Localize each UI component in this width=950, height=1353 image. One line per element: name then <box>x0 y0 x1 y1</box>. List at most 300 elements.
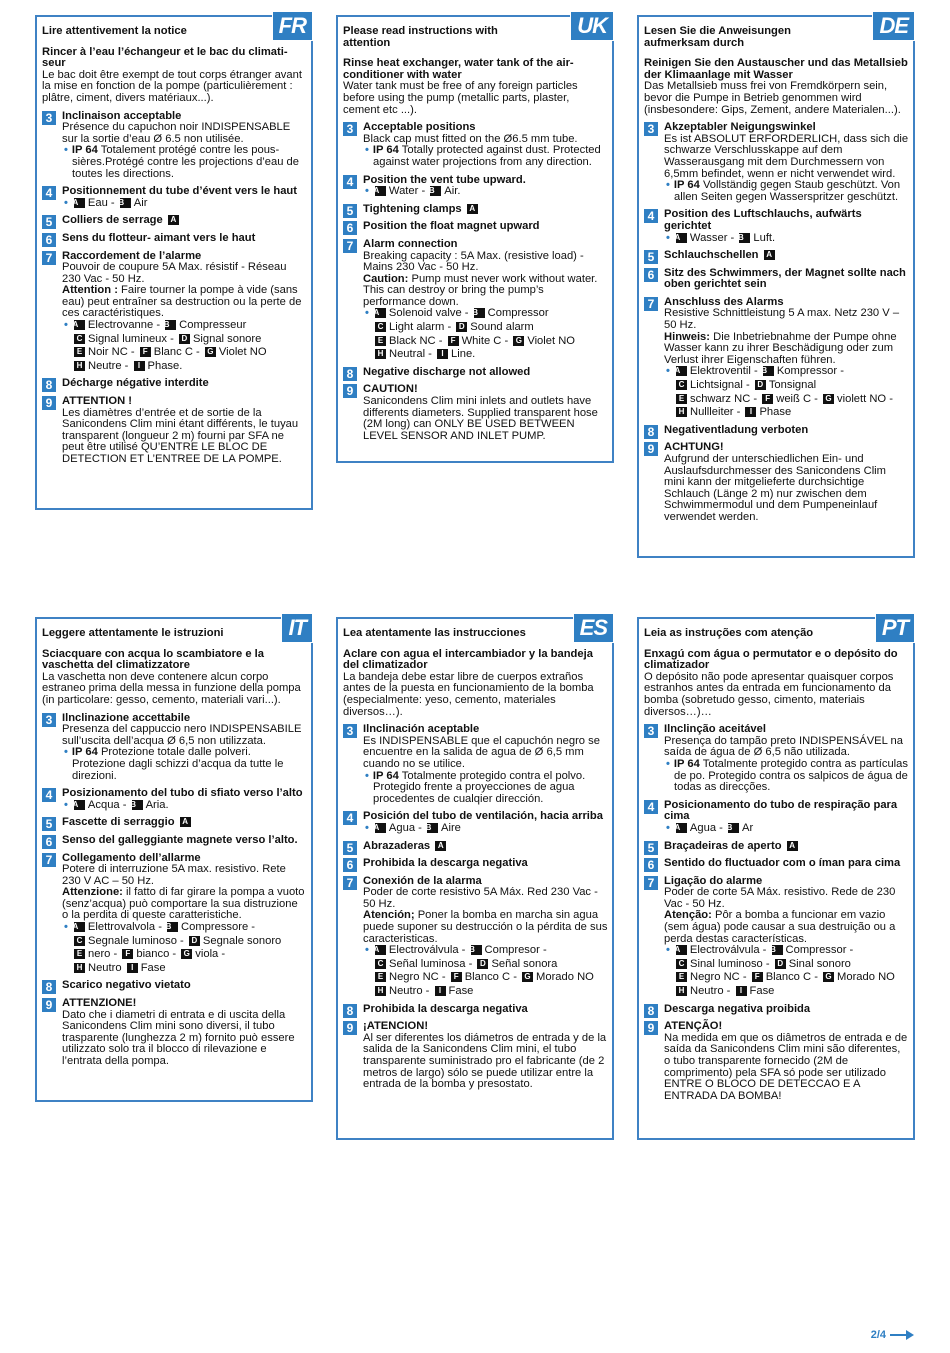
section-7 <box>644 297 909 419</box>
alarm-legend <box>363 308 608 320</box>
ip-label: IP 64 <box>71 746 98 759</box>
ip-body: Totalement protégé contre les pous-sières.Protégé contre les projections d’eau de toutes les directions. <box>72 144 299 180</box>
section-8-title: Negativentladung verboten <box>664 423 809 436</box>
step-number-7: 7 <box>644 876 658 890</box>
key-a-icon: A <box>375 186 386 196</box>
legend-item: Blanc C - <box>153 346 200 359</box>
step-number-7: 7 <box>343 239 357 253</box>
step-number-5: 5 <box>42 215 56 229</box>
key-f-icon: F <box>762 394 773 404</box>
legend-item: Elettrovalvola - <box>87 921 162 934</box>
key-i-icon: I <box>127 963 138 973</box>
key-d-icon: D <box>477 959 488 969</box>
alarm-legend-line <box>62 936 307 948</box>
alarm-legend-line <box>664 380 909 392</box>
legend-item: Compresseur <box>179 319 247 332</box>
legend-item: Compressor - <box>785 944 854 957</box>
ip-body: Totalmente protegido contra as partículas de po. Protegido contra os salpicos de água de todas as direcções. <box>674 757 908 794</box>
legend-item: Light alarm - <box>389 321 452 334</box>
legend-item: Compressor <box>487 307 549 320</box>
key-g-icon: G <box>513 336 524 346</box>
alarm-legend-line <box>363 972 608 984</box>
language-tag: DE <box>872 11 915 41</box>
section-4 <box>343 175 608 198</box>
section-5 <box>644 249 909 265</box>
legend-item: Negro NC - <box>389 971 446 984</box>
legend-item: Electroválvula - <box>388 944 466 957</box>
legend-item: Electrovanne - <box>87 319 161 332</box>
alarm-legend-line <box>62 963 307 975</box>
legend-item: Lichtsignal - <box>690 379 750 392</box>
legend-item: Electroválvula - <box>689 944 767 957</box>
section-5 <box>42 816 307 832</box>
ip-body: Vollständig gegen Staub geschützt. Von allen Seiten gegen Wasserspritzer geschützt. <box>674 179 901 203</box>
water-label: Agua - <box>689 821 723 834</box>
air-label: Air <box>133 196 148 209</box>
clamps-label: Tightening clamps <box>363 202 462 215</box>
alarm-legend-line <box>363 349 608 361</box>
section-4-title: Position the vent tube upward. <box>363 173 526 186</box>
section-7 <box>42 251 307 373</box>
section-7-body: Potere di interruzione 5A max. resistivo. Rete 230 V AC – 50 Hz. <box>62 863 286 887</box>
key-c-icon: C <box>375 959 386 969</box>
legend-item: Signal sonore <box>192 332 262 345</box>
key-g-icon: G <box>522 972 533 982</box>
panel-heading: Please read instructions with attention <box>343 25 498 49</box>
alarm-legend-line <box>664 407 909 419</box>
section-7 <box>343 239 608 361</box>
section-3 <box>343 724 608 805</box>
key-a-icon: A <box>676 233 687 243</box>
section-7-body: Poder de corte 5A Máx. resistivo. Rede de 230 Vac - 50 Hz. <box>664 886 896 910</box>
legend-item: Signal lumineux - <box>88 332 174 345</box>
ip-label: IP 64 <box>372 769 399 782</box>
warning-text: Pôr a bomba a funcionar em vazio (sem água) pode causar a sua destruição ou a perda destas características. <box>664 909 896 945</box>
step-number-8: 8 <box>42 378 56 392</box>
key-h-icon: H <box>676 407 687 417</box>
section-9-title: CAUTION! <box>363 383 418 396</box>
step-number-9: 9 <box>42 396 56 410</box>
section-4 <box>42 186 307 209</box>
legend-item: Morado NO <box>536 971 594 984</box>
section-9-body: Al ser diferentes los diámetros de entrada y de la salida de la Sanicondens Clim mini, el tubo transparente suministrado pro el fabricante (de 2 metros de largo) sólo se puede utilizar entre la entrada de la bomba y presostato. <box>363 1031 607 1091</box>
step-number-7: 7 <box>343 876 357 890</box>
step-number-4: 4 <box>42 186 56 200</box>
section-9-body: Aufgrund der unterschiedlichen Ein- und Auslaufsdurchmesser des Sanicondens Clim mini kann der mitgelieferte durchsichtige Schlauch (Länge 2 m) nur zwischen dem Schwimmermodul und dem Pumpeneinlauf verwendet werden. <box>664 453 886 523</box>
section-5-title <box>62 817 307 829</box>
ip-body: Protezione totale dalle polveri. Protezione dagli schizzi d’acqua da tutte le direzioni. <box>72 746 284 782</box>
section-6-title: Sentido do fluctuador com o íman para cima <box>664 857 901 870</box>
legend-item: Phase. <box>147 359 183 372</box>
key-a-icon: A <box>375 945 386 955</box>
legend-item: Neutral - <box>389 348 432 361</box>
alarm-legend <box>62 922 307 934</box>
warning-text: Poner la bomba en marcha sin agua puede suponer su destrucción o la pérdita de sus caracteristicas. <box>363 909 608 945</box>
section-7-body: Poder de corte resistivo 5A Máx. Red 230 Vac - 50 Hz. <box>363 886 598 910</box>
panel-heading: Leia as instruções com atenção <box>644 627 814 639</box>
key-b-icon: B <box>132 800 143 810</box>
air-label: Aria. <box>145 798 169 811</box>
legend-item: weiß C - <box>776 392 818 405</box>
section-7-title: Conexión de la alarma <box>363 874 482 887</box>
legend-item: Sound alarm <box>470 321 534 334</box>
section-7-warning <box>664 910 909 945</box>
key-i-icon: I <box>745 407 756 417</box>
section-7-title: Ligação do alarme <box>664 874 763 887</box>
legend-item: Fase <box>749 985 775 998</box>
legend-item: Neutro <box>88 961 122 974</box>
key-e-icon: E <box>74 949 85 959</box>
language-tag: UK <box>570 11 614 41</box>
next-arrow-icon <box>890 1332 914 1338</box>
step-number-3: 3 <box>343 724 357 738</box>
page-number: 2/4 <box>870 1329 886 1341</box>
key-a-icon: A <box>74 320 85 330</box>
key-a-icon: A <box>435 841 446 851</box>
key-f-icon: F <box>448 336 459 346</box>
rinse-title: Enxagú com água o permutator e o depósito do climatizador <box>644 647 898 672</box>
key-f-icon: F <box>122 949 133 959</box>
step-number-9: 9 <box>644 1021 658 1035</box>
language-panel-it <box>35 617 313 1102</box>
legend-item: Señal sonora <box>491 957 558 970</box>
section-4-title: Posicionamento do tubo de respiração para cima <box>664 798 898 823</box>
panel-heading: Lire attentivement la notice <box>42 25 187 37</box>
alarm-legend-line <box>62 334 307 346</box>
water-label: Wasser - <box>689 231 735 244</box>
section-5 <box>343 204 608 216</box>
section-9-title: ATTENZIONE! <box>62 997 137 1010</box>
section-3-body: Présence du capuchon noir INDISPENSABLE sur la sortie d’eau Ø 6.5 non utilisée. <box>62 121 291 145</box>
key-b-icon: B <box>471 945 482 955</box>
step-number-8: 8 <box>644 425 658 439</box>
key-a-icon: A <box>180 817 191 827</box>
section-3 <box>42 111 307 181</box>
ip-rating <box>62 747 307 782</box>
alarm-legend <box>664 366 909 378</box>
language-panel-fr <box>35 15 313 510</box>
section-3-body: Es INDISPENSABLE que el capuchón negro se encuentre en la salida de agua de Ø 6,5 mm cuando no se utilice. <box>363 734 600 770</box>
key-b-icon: B <box>120 198 131 208</box>
panel-heading: Lesen Sie die Anweisungen aufmerksam durch <box>644 25 791 49</box>
section-5 <box>343 841 608 853</box>
legend-item: Sinal luminoso - <box>690 957 770 970</box>
language-panel-es <box>336 617 614 1140</box>
water-label: Eau - <box>87 196 115 209</box>
section-6 <box>42 835 307 847</box>
section-7-title: Collegamento dell’allarme <box>62 851 201 864</box>
section-6 <box>644 268 909 291</box>
section-8-title: Scarico negativo vietato <box>62 979 191 992</box>
ip-label: IP 64 <box>372 144 399 157</box>
section-6-title: Senso del galleggiante magnete verso l’alto. <box>62 833 298 846</box>
section-7-title: Raccordement de l’alarme <box>62 249 202 262</box>
step-number-8: 8 <box>343 1004 357 1018</box>
section-3-title: Ilnclinazione accettabile <box>62 711 191 724</box>
key-g-icon: G <box>181 949 192 959</box>
step-number-4: 4 <box>644 800 658 814</box>
section-3-title: Ilnclinção aceitável <box>664 723 766 736</box>
step-number-6: 6 <box>644 858 658 872</box>
warning-label: Caution: <box>363 272 409 285</box>
alarm-legend-line <box>363 336 608 348</box>
language-tag: PT <box>875 613 915 643</box>
section-9-body: Les diamètres d’entrée et de sortie de la Sanicondens Clim mini étant différents, le tuyau transparent (longueur 2 m) fourni par SFA ne peut être utilisé QU’ENTRE LE BLOC DE DETECTION ET L’ENTREE DE LA POMPE. <box>62 406 299 465</box>
ip-rating <box>363 771 608 806</box>
clamps-label: Colliers de serrage <box>62 214 163 227</box>
legend-item: White C - <box>461 334 509 347</box>
key-b-icon: B <box>739 233 750 243</box>
section-5-title <box>664 841 909 853</box>
rinse-title: Sciacquare con acqua lo scambiatore e la vaschetta del climatizzatore <box>42 647 264 672</box>
key-g-icon: G <box>823 394 834 404</box>
rinse-title: Rinse heat exchanger, water tank of the air-conditioner with water <box>343 57 574 81</box>
section-7-warning <box>363 910 608 945</box>
warning-label: Hinweis: <box>664 330 711 343</box>
alarm-legend <box>664 945 909 957</box>
section-3-body: Es ist ABSOLUT ERFORDERLICH, dass sich die schwarze Verschlusskappe auf dem Wasserausgang mit dem Durchmessern von 6,5mm befindet, wenn er nicht verwendet wird. <box>664 132 909 180</box>
section-9-body: Sanicondens Clim mini inlets and outlets have differents diameters. Supplied transparent hose (2M long) can ONLY BE USED BETWEEN LEVEL SENSOR AND INLET PUMP. <box>363 395 598 442</box>
step-number-3: 3 <box>42 111 56 125</box>
legend-item: Nullleiter - <box>690 406 741 419</box>
air-label: Luft. <box>753 231 776 244</box>
section-8-title: Décharge négative interdite <box>62 377 209 390</box>
key-a-icon: A <box>375 308 386 318</box>
key-e-icon: E <box>375 336 386 346</box>
step-number-9: 9 <box>343 1021 357 1035</box>
section-6 <box>343 857 608 873</box>
section-3-body: Presença do tampão preto INDISPENSÁVEL na saída de água de Ø 6,5 não utilizada. <box>664 734 904 759</box>
step-number-3: 3 <box>644 724 658 738</box>
key-a-icon: A <box>764 250 775 260</box>
legend-item: Morado NO <box>837 971 895 984</box>
step-number-5: 5 <box>644 250 658 264</box>
section-8 <box>42 979 307 995</box>
language-tag: FR <box>272 11 313 41</box>
section-9 <box>343 384 608 442</box>
vent-legend <box>363 823 608 835</box>
legend-item: schwarz NC - <box>690 392 758 405</box>
clamps-label: Fascette di serraggio <box>62 816 175 829</box>
step-number-5: 5 <box>343 204 357 218</box>
step-number-3: 3 <box>343 122 357 136</box>
language-panel-pt <box>637 617 915 1140</box>
section-3 <box>42 713 307 783</box>
legend-item: viola - <box>195 948 226 961</box>
section-9 <box>343 1021 608 1091</box>
section-4-title: Position des Luftschlauchs, aufwärts gerichtet <box>664 208 862 232</box>
legend-item: Blanco C - <box>464 971 517 984</box>
ip-rating <box>664 759 909 794</box>
vent-legend <box>664 233 909 245</box>
warning-label: Atención; <box>363 909 415 922</box>
key-g-icon: G <box>823 972 834 982</box>
section-3-title: Akzeptabler Neigungswinkel <box>664 121 816 134</box>
legend-item: bianco - <box>136 948 177 961</box>
section-9-title: ACHTUNG! <box>664 441 724 454</box>
legend-item: Solenoid valve - <box>388 307 469 320</box>
air-label: Air. <box>444 185 461 198</box>
section-8 <box>343 367 608 379</box>
section-6-title: Sens du flotteur- aimant vers le haut <box>62 231 256 244</box>
step-number-8: 8 <box>343 367 357 381</box>
section-8 <box>644 425 909 437</box>
legend-item: Violet NO <box>527 334 575 347</box>
ip-rating <box>62 145 307 180</box>
ip-body: Totally protected against dust. Protected against water projections from any direction. <box>373 144 601 168</box>
warning-text: il fatto di far girare la pompa a vuoto (senz’acqua) può comportare la sua distruzione o la perdita di queste caratteristiche. <box>62 886 305 922</box>
clamps-label: Braçadeiras de aperto <box>664 839 782 852</box>
step-number-6: 6 <box>343 221 357 235</box>
key-h-icon: H <box>74 361 85 371</box>
section-9-title: ¡ATENCION! <box>363 1020 429 1033</box>
section-4 <box>644 209 909 244</box>
section-7-body: Breaking capacity : 5A Max. (resistive load) - Mains 230 Vac - 50 Hz. <box>363 249 584 274</box>
alarm-legend-line <box>664 394 909 406</box>
key-f-icon: F <box>451 972 462 982</box>
key-d-icon: D <box>179 334 190 344</box>
section-3 <box>644 122 909 203</box>
key-c-icon: C <box>676 959 687 969</box>
key-b-icon: B <box>763 366 774 376</box>
section-6-title: Prohibida la descarga negativa <box>363 857 528 870</box>
step-number-3: 3 <box>644 122 658 136</box>
key-b-icon: B <box>728 823 739 833</box>
legend-item: Fase <box>140 961 166 974</box>
ip-label: IP 64 <box>673 757 700 770</box>
section-9 <box>644 442 909 523</box>
step-number-7: 7 <box>42 853 56 867</box>
key-d-icon: D <box>775 959 786 969</box>
step-number-4: 4 <box>343 811 357 825</box>
key-b-icon: B <box>427 823 438 833</box>
rinse-body: Le bac doit être exempt de tout corps étranger avant la mise en fonction de la pompe (particulièrement : plâtre, ciment, divers matériaux...). <box>42 68 302 104</box>
legend-item: Kompressor - <box>776 365 844 378</box>
step-number-4: 4 <box>42 788 56 802</box>
alarm-legend <box>363 945 608 957</box>
legend-item: Tonsignal <box>768 379 817 392</box>
step-number-9: 9 <box>42 998 56 1012</box>
section-9 <box>42 396 307 466</box>
section-8 <box>343 1004 608 1016</box>
step-number-6: 6 <box>42 835 56 849</box>
key-h-icon: H <box>74 963 85 973</box>
ip-rating <box>363 145 608 168</box>
step-number-7: 7 <box>644 297 658 311</box>
step-number-6: 6 <box>343 858 357 872</box>
key-f-icon: F <box>140 347 151 357</box>
key-f-icon: F <box>752 972 763 982</box>
step-number-9: 9 <box>343 384 357 398</box>
step-number-6: 6 <box>42 233 56 247</box>
section-8 <box>42 377 307 393</box>
rinse-body: O depósito não pode apresentar quaisquer corpos estranhos antes da entrada em funcionamento da bomba (sobretudo gesso, cimento, materiais diversos…)… <box>644 670 894 718</box>
ip-rating <box>664 180 909 203</box>
clamps-label: Abrazaderas <box>363 839 431 852</box>
section-7-body: Pouvoir de coupure 5A Max. résistif - Réseau 230 Vac - 50 Hz. <box>62 261 287 285</box>
key-a-icon: A <box>74 922 85 932</box>
section-7-warning <box>664 332 909 367</box>
ip-body: Totalmente protegido contra el polvo. Protegido frente a proyecciones de agua procedentes de cualqier dirección. <box>373 769 586 805</box>
warning-text: Die Inbetriebnahme der Pumpe ohne Wasser kann zu ihrer Beschädigung oder zum Verlust ihrer Eigenschaften führen. <box>664 330 897 366</box>
rinse-title: Reinigen Sie den Austauscher und das Metallsieb der Klimaanlage mit Wasser <box>644 57 908 81</box>
key-b-icon: B <box>165 320 176 330</box>
legend-item: nero - <box>88 948 118 961</box>
key-e-icon: E <box>676 394 687 404</box>
key-b-icon: B <box>772 945 783 955</box>
alarm-legend-line <box>664 986 909 998</box>
key-b-icon: B <box>167 922 178 932</box>
ip-label: IP 64 <box>71 144 98 157</box>
section-4-title: Posición del tubo de ventilación, hacia arriba <box>363 810 603 823</box>
section-7 <box>42 853 307 975</box>
legend-item: Negro NC - <box>690 971 747 984</box>
key-h-icon: H <box>375 349 386 359</box>
alarm-legend-line <box>62 361 307 373</box>
step-number-9: 9 <box>644 442 658 456</box>
section-7 <box>343 876 608 998</box>
clamps-label: Schlauchschellen <box>664 249 759 262</box>
legend-item: Señal luminosa - <box>389 957 473 970</box>
section-3-title: Inclinaison acceptable <box>62 109 182 122</box>
section-3-title: Acceptable positions <box>363 121 476 134</box>
rinse-title: Rincer à l’eau l’échangeur et le bac du climati-seur <box>42 45 288 70</box>
language-panel-de <box>637 15 915 558</box>
legend-item: Black NC - <box>389 334 443 347</box>
key-c-icon: C <box>375 322 386 332</box>
legend-item: Line. <box>451 348 476 361</box>
water-label: Water - <box>388 185 426 198</box>
legend-item: Violet NO <box>218 346 267 359</box>
legend-item: Neutre - <box>88 359 129 372</box>
language-panel-uk <box>336 15 614 463</box>
section-8-title: Prohibida la descarga negativa <box>363 1002 528 1015</box>
step-number-5: 5 <box>42 817 56 831</box>
key-c-icon: C <box>74 334 85 344</box>
key-e-icon: E <box>676 972 687 982</box>
panel-heading: Lea atentamente las instrucciones <box>343 627 526 639</box>
section-9-title: ATENÇÃO! <box>664 1020 723 1033</box>
key-a-icon: A <box>787 841 798 851</box>
key-e-icon: E <box>375 972 386 982</box>
section-5-title <box>664 250 909 262</box>
legend-item: Segnale sonoro <box>202 934 282 947</box>
section-7 <box>644 876 909 998</box>
section-7-body: Resistive Schnittleistung 5 A max. Netz 230 V – 50 Hz. <box>664 307 900 332</box>
section-7-warning <box>62 887 307 922</box>
water-label: Agua - <box>388 821 422 834</box>
warning-label: Attenzione: <box>62 886 123 899</box>
legend-item: Noir NC - <box>88 346 135 359</box>
legend-item: Blanco C - <box>765 971 818 984</box>
section-3 <box>343 122 608 168</box>
section-5-title <box>363 204 608 216</box>
panel-heading: Leggere attentamente le istruzioni <box>42 627 224 639</box>
rinse-body: La bandeja debe estar libre de cuerpos extraños antes de la puesta en funcionamiento de la bomba (especialmente: yeso, cemento, materiales diversos…). <box>343 670 594 718</box>
key-h-icon: H <box>676 986 687 996</box>
section-6-title: Sitz des Schwimmers, der Magnet sollte nach oben gerichtet sein <box>664 266 906 291</box>
vent-legend <box>62 198 307 210</box>
section-5 <box>42 214 307 230</box>
key-i-icon: I <box>736 986 747 996</box>
section-8-title: Negative discharge not allowed <box>363 365 531 378</box>
key-d-icon: D <box>189 936 200 946</box>
section-4-title: Positionnement du tube d’évent vers le haut <box>62 185 297 198</box>
alarm-legend <box>62 320 307 332</box>
section-7-title: Anschluss des Alarms <box>664 295 784 308</box>
legend-item: Compresor - <box>484 944 547 957</box>
key-d-icon: D <box>456 322 467 332</box>
